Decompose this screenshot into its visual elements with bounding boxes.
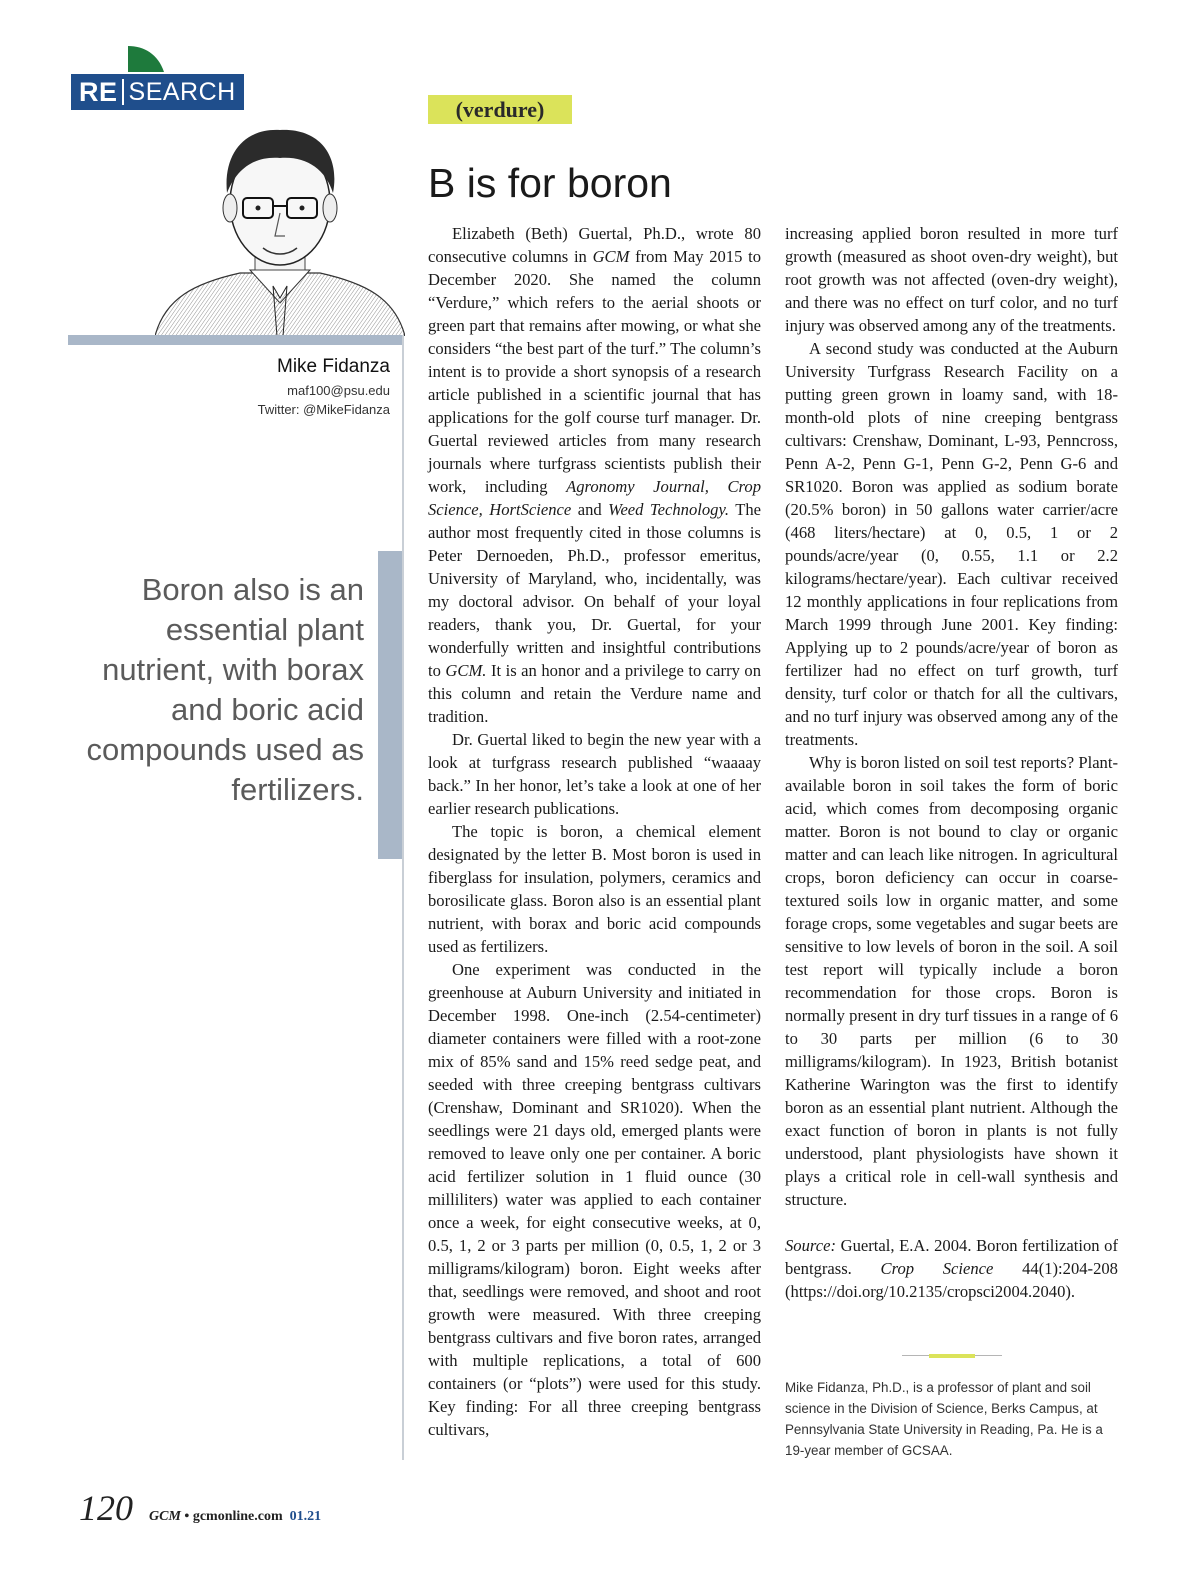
author-twitter[interactable]: Twitter: @MikeFidanza: [257, 402, 390, 417]
article-column-2: [785, 222, 1118, 1303]
paragraph: A second study was conducted at the Auburn University Turfgrass Research Facility on a putting green grown in loamy sand, with 18-month-old plots of nine creeping bentgrass cultivars: Crenshaw, Dominant, L-93, Penncross, Penn A-2, Penn G-1, Penn G-2, Penn G-6 and SR1020. Boron was applied as sodium borate (20.5% boron) in 50 gallons water carrier/acre (468 liters/hectare) at 0, 0.5, 1 or 2 pounds/acre/year (0, 0.55, 1.1 or 2.2 kilograms/hectare/year). Each cultivar received 12 monthly applications in four replications from March 1999 through June 2001. Key finding: Applying up to 2 pounds/acre/year of boron as fertilizer had no effect on turf growth, turf density, turf color or thatch for all the cultivars, and no turf injury was observed among any of the treatments.: [785, 339, 1118, 749]
issue-date: 01.21: [289, 1509, 322, 1524]
source-citation: Source: Guertal, E.A. 2004. Boron fertilization of bentgrass. Crop Science 44(1):204-208 (https://doi.org/10.2135/cropsci2004.2040).: [785, 1236, 1118, 1301]
author-name: Mike Fidanza: [277, 356, 390, 377]
paragraph: One experiment was conducted in the greenhouse at Auburn University and initiated in December 1998. One-inch (2.54-centimeter) diameter containers were filled with a root-zone mix of 85% sand and 15% reed sedge peat, and seeded with three creeping bentgrass cultivars (Crenshaw, Dominant and SR1020). When the seedlings were 21 days old, emerged plants were removed to leave only one per container. A boric acid fertilizer solution in 1 fluid ounce (30 milliliters) water was applied to each container once a week, for eight consecutive weeks, at 0, 0.5, 1, 2 or 3 parts per million (0, 0.5, 1, 2 or 3 milligrams/kilogram) boron. Eight weeks after that, seedlings were removed, and shoot and root growth were measured. With three creeping bentgrass cultivars and five boron rates, arranged with multiple replications, a total of 600 containers (or “plots”) were used for this study. Key finding: For all three creeping bentgrass cultivars,: [428, 960, 761, 1439]
paragraph: The topic is boron, a chemical element designated by the letter B. Most boron is used in fiberglass for insulation, polymers, ceramics and borosilicate glass. Boron also is an essential plant nutrient, with borax and boric acid compounds used as fertilizers.: [428, 822, 761, 956]
headline: B is for boron: [428, 160, 672, 206]
page-footer: [79, 1487, 321, 1529]
section-tag: (verdure): [428, 95, 572, 124]
page-number: 120: [79, 1488, 133, 1528]
author-bio: Mike Fidanza, Ph.D., is a professor of plant and soil science in the Division of Science, Berks Campus, at Pennsylvania State University in Reading, Pa. He is a 19-year member of GCSAA.: [785, 1380, 1103, 1458]
publication: GCM • gcmonline.com: [149, 1509, 283, 1524]
column-divider: [402, 335, 404, 1460]
paragraph: Why is boron listed on soil test reports? Plant-available boron in soil takes the form of boric acid, which comes from decomposing organic matter. Boron is not bound to clay or organic matter and can leach like nitrogen. In agricultural crops, boron deficiency can occur in coarse-textured soils low in organic matter, and some forage crops, some vegetables and sugar beets are sensitive to low levels of boron in the soil. A soil test report will typically include a boron recommendation for those crops. Boron is normally present in dry turf tissues in a range of 6 to 30 parts per million (6 to 30 milligrams/kilogram). In 1923, British botanist Katherine Warington was the first to identify boron as an essential plant nutrient. Although the exact function of boron in plants is not fully understood, plant physiologists have shown it plays a critical role in cell-wall synthesis and structure.: [785, 753, 1118, 1209]
logo-search: SEARCH: [128, 77, 236, 106]
author-portrait: [155, 98, 405, 336]
leaf-icon: [128, 46, 164, 72]
author-email[interactable]: maf100@psu.edu: [287, 383, 390, 398]
sidebar-rule: [68, 335, 402, 345]
article-column-1: [428, 222, 761, 1441]
paragraph: increasing applied boron resulted in more turf growth (measured as shoot oven-dry weight), but root growth was not affected (oven-dry weight), and there was no effect on turf color, and no turf injury was observed among any of the treatments.: [785, 224, 1118, 335]
logo-re: RE: [79, 76, 118, 107]
paragraph: Elizabeth (Beth) Guertal, Ph.D., wrote 80 consecutive columns in GCM from May 2015 to December 2020. She named the column “Verdure,” which refers to the aerial shoots or green part that remains after mowing, or what she considers “the best part of the turf.” The column’s intent is to provide a short synopsis of a research article published in a scientific journal that has applications for the golf course turf manager. Dr. Guertal reviewed articles from many research journals where turfgrass scientists publish their work, including Agronomy Journal, Crop Science, HortScience and Weed Technology. The author most frequently cited in those columns is Peter Dernoeden, Ph.D., professor emeritus, University of Maryland, who, incidentally, was my doctoral advisor. On behalf of your loyal readers, thank you, Dr. Guertal, for your wonderfully written and insightful contributions to GCM. It is an honor and a privilege to carry on this column and retain the Verdure name and tradition.: [428, 224, 761, 726]
paragraph: Dr. Guertal liked to begin the new year with a look at turfgrass research published “waaaay back.” In her honor, let’s take a look at one of her earlier research publications.: [428, 730, 761, 818]
pull-quote-bar: [378, 551, 402, 859]
pull-quote: Boron also is an essential plant nutrient, with borax and boric acid compounds used as fertilizers.: [86, 572, 364, 807]
section-ornament: [902, 1354, 1002, 1358]
